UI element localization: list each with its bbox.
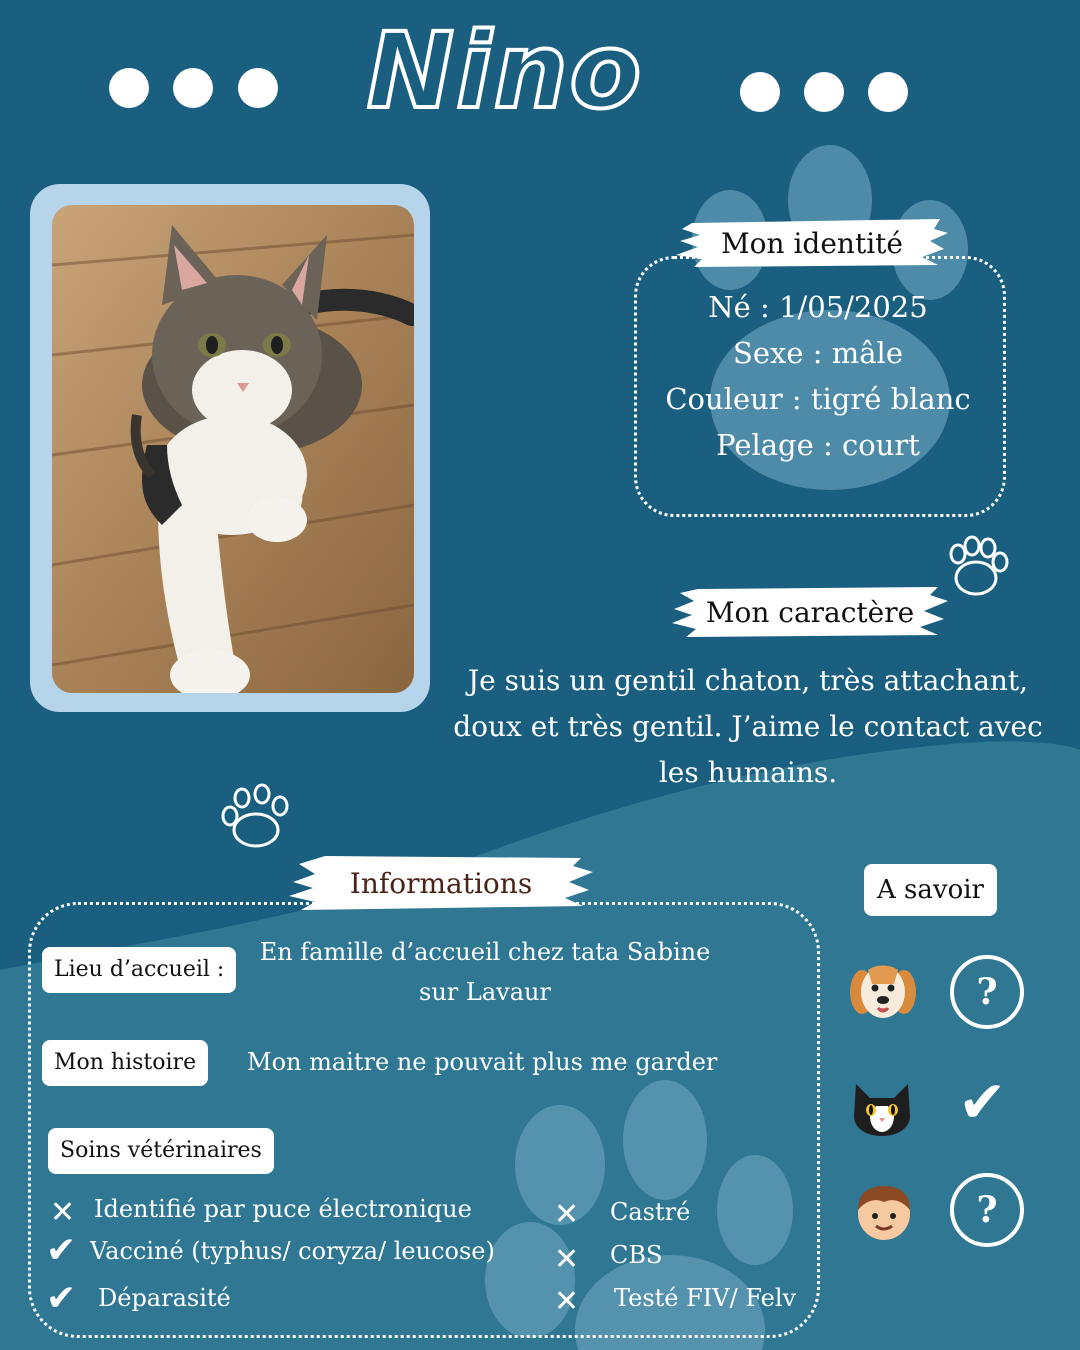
check-icon: ✔ [46,1230,77,1271]
decor-dot [868,72,908,112]
cat-icon [850,1076,914,1138]
character-heading [668,583,952,641]
child-icon [852,1180,916,1242]
cats-ok-check-icon: ✔ [958,1068,1007,1136]
care-item-label: Castré [610,1198,691,1226]
identity-heading-text: Mon identité [721,226,903,260]
host-line2: sur Lavaur [419,978,551,1006]
check-icon: ✔ [46,1278,77,1319]
informations-heading-text: Informations [349,866,533,900]
identity-sex: Sexe : mâle [733,336,903,370]
cross-icon: ✕ [554,1284,580,1319]
host-line1: En famille d’accueil chez tata Sabine [259,938,711,966]
cross-icon: ✕ [554,1197,580,1232]
decor-dot [173,68,213,108]
care-item-label: Testé FIV/ Felv [614,1284,797,1312]
care-label: Soins vétérinaires [48,1128,274,1174]
cat-photo [52,205,414,693]
story-text: Mon maitre ne pouvait plus me garder [247,1048,718,1076]
decor-dot [109,68,149,108]
identity-born: Né : 1/05/2025 [708,290,928,324]
identity-color: Couleur : tigré blanc [665,382,971,416]
decor-dot [740,72,780,112]
decor-dot [238,68,278,108]
care-item-label: Identifié par puce électronique [94,1195,472,1223]
story-label: Mon histoire [42,1040,208,1086]
pet-name-title: Nino [366,10,644,132]
dog-icon [848,958,918,1026]
identity-coat: Pelage : court [716,428,920,462]
character-text: Je suis un gentil chaton, très attachant, doux et très gentil. J’aime le contact avec les humains. [453,664,1043,789]
cross-icon: ✕ [50,1195,76,1230]
dogs-unknown-icon: ? [950,955,1024,1029]
care-item-label: Déparasité [98,1284,231,1312]
a-savoir-label: A savoir [864,864,997,916]
children-unknown-icon: ? [950,1173,1024,1247]
character-heading-text: Mon caractère [705,595,915,629]
care-item-label: CBS [610,1241,663,1269]
care-item-label: Vacciné (typhus/ coryza/ leucose) [90,1237,495,1265]
decor-dot [804,72,844,112]
paw-outline-icon [216,782,294,854]
cross-icon: ✕ [554,1242,580,1277]
host-label: Lieu d’accueil : [42,947,236,993]
